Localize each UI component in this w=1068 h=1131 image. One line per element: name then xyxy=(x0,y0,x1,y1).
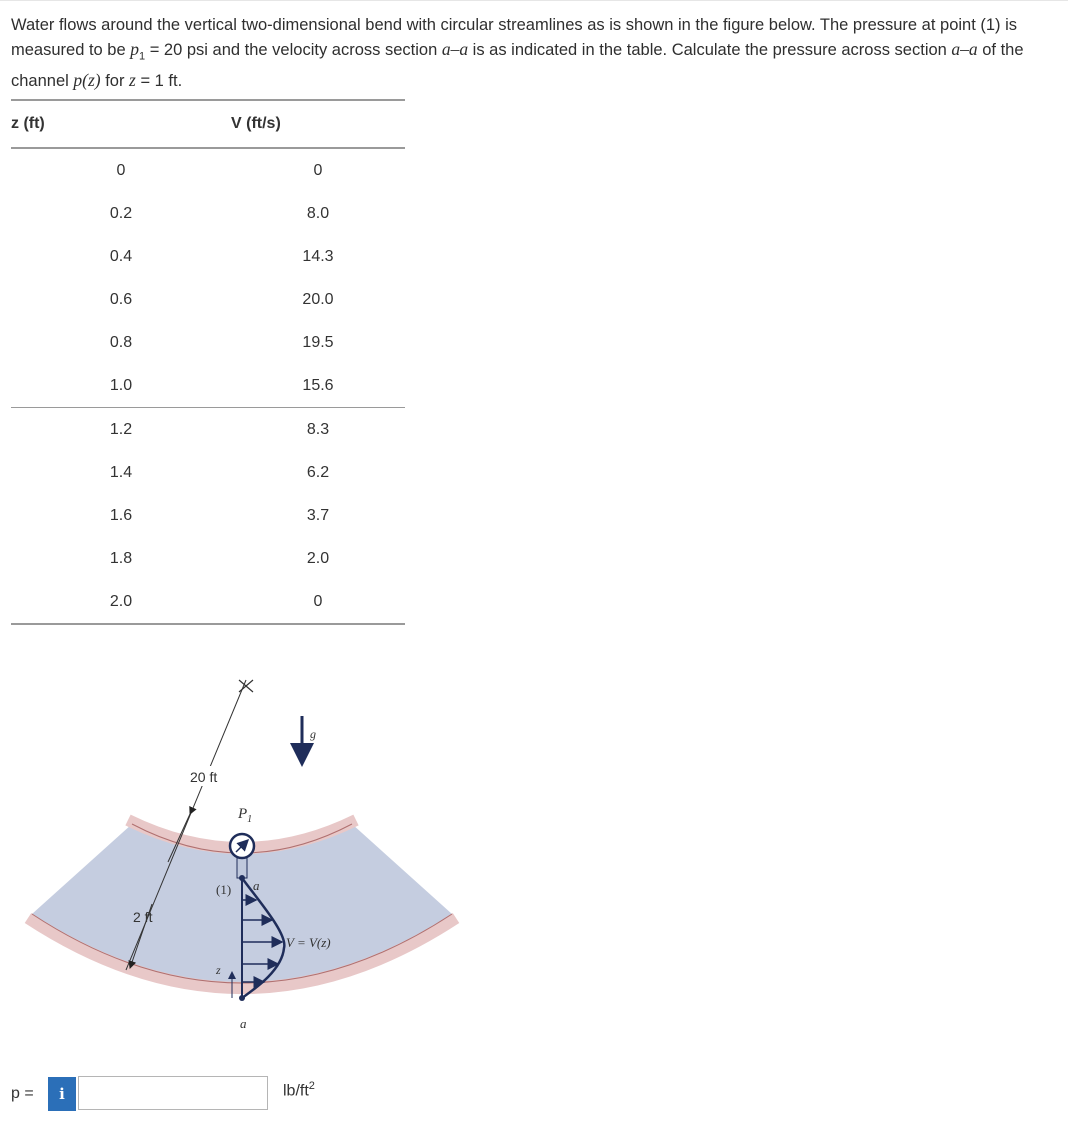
label-a-top: a xyxy=(253,878,260,893)
cell-z: 1.8 xyxy=(109,549,133,567)
label-z: z xyxy=(216,963,221,977)
table-row xyxy=(11,364,405,408)
table-row xyxy=(11,494,405,537)
info-icon[interactable]: i xyxy=(48,1077,76,1111)
table-row xyxy=(11,580,405,624)
header-z: z (ft) xyxy=(11,100,231,148)
cell-z: 2.0 xyxy=(11,580,231,624)
cell-z: 1.6 xyxy=(109,506,133,524)
cell-v: 14.3 xyxy=(302,247,334,265)
answer-unit: $lb/ft^2$ xyxy=(283,1080,315,1100)
answer-input[interactable] xyxy=(78,1076,268,1110)
label-p1: $P_1$ xyxy=(238,806,253,825)
label-2ft: 2 ft xyxy=(133,909,153,925)
label-20ft: 20 ft xyxy=(190,769,218,785)
cell-v: 20.0 xyxy=(302,290,334,308)
top-divider xyxy=(0,0,1068,1)
cell-v: 8.0 xyxy=(306,204,330,222)
cell-v: 0 xyxy=(313,161,323,179)
table-row xyxy=(11,321,405,364)
table-row xyxy=(11,148,405,192)
table-row xyxy=(11,537,405,580)
question-text: Water flows around the vertical two-dimensional bend with circular streamlines as is shown in the figure below. The pressure at point (1) is measured to be $p_1 = 20$ psi and the velocity across section a–a is as indicated in the table. Calculate the pressure across section a–a of the channel p(z) for z = 1 ft. xyxy=(11,16,1024,91)
cell-v: 2.0 xyxy=(306,549,330,567)
label-v: V = V(z) xyxy=(286,935,331,950)
cell-z: 0.6 xyxy=(109,290,133,308)
velocity-table xyxy=(11,99,405,625)
cell-v: 8.3 xyxy=(306,420,330,438)
cell-z: 1.0 xyxy=(11,364,231,408)
cell-z: 1.4 xyxy=(109,463,133,481)
cell-v: 19.5 xyxy=(302,333,334,351)
table-row xyxy=(11,278,405,321)
cell-v: 3.7 xyxy=(306,506,330,524)
bend-figure xyxy=(20,672,480,1042)
label-a-bottom: a xyxy=(240,1016,247,1031)
label-point1: (1) xyxy=(216,882,232,897)
table-row xyxy=(11,235,405,278)
cell-z: 0.8 xyxy=(109,333,133,351)
cell-v: 6.2 xyxy=(306,463,330,481)
cell-z: 0.2 xyxy=(109,204,133,222)
header-v: V (ft/s) xyxy=(231,100,405,148)
cell-v: 15.6 xyxy=(231,364,405,408)
cell-v: 0 xyxy=(231,580,405,624)
label-g: g xyxy=(310,727,316,741)
table-row xyxy=(11,408,405,452)
table-row xyxy=(11,192,405,235)
cell-z: 0.4 xyxy=(109,247,133,265)
cell-z: 1.2 xyxy=(109,420,133,438)
table-row xyxy=(11,451,405,494)
cell-z: 0 xyxy=(116,161,126,179)
answer-label: p = xyxy=(11,1085,34,1102)
